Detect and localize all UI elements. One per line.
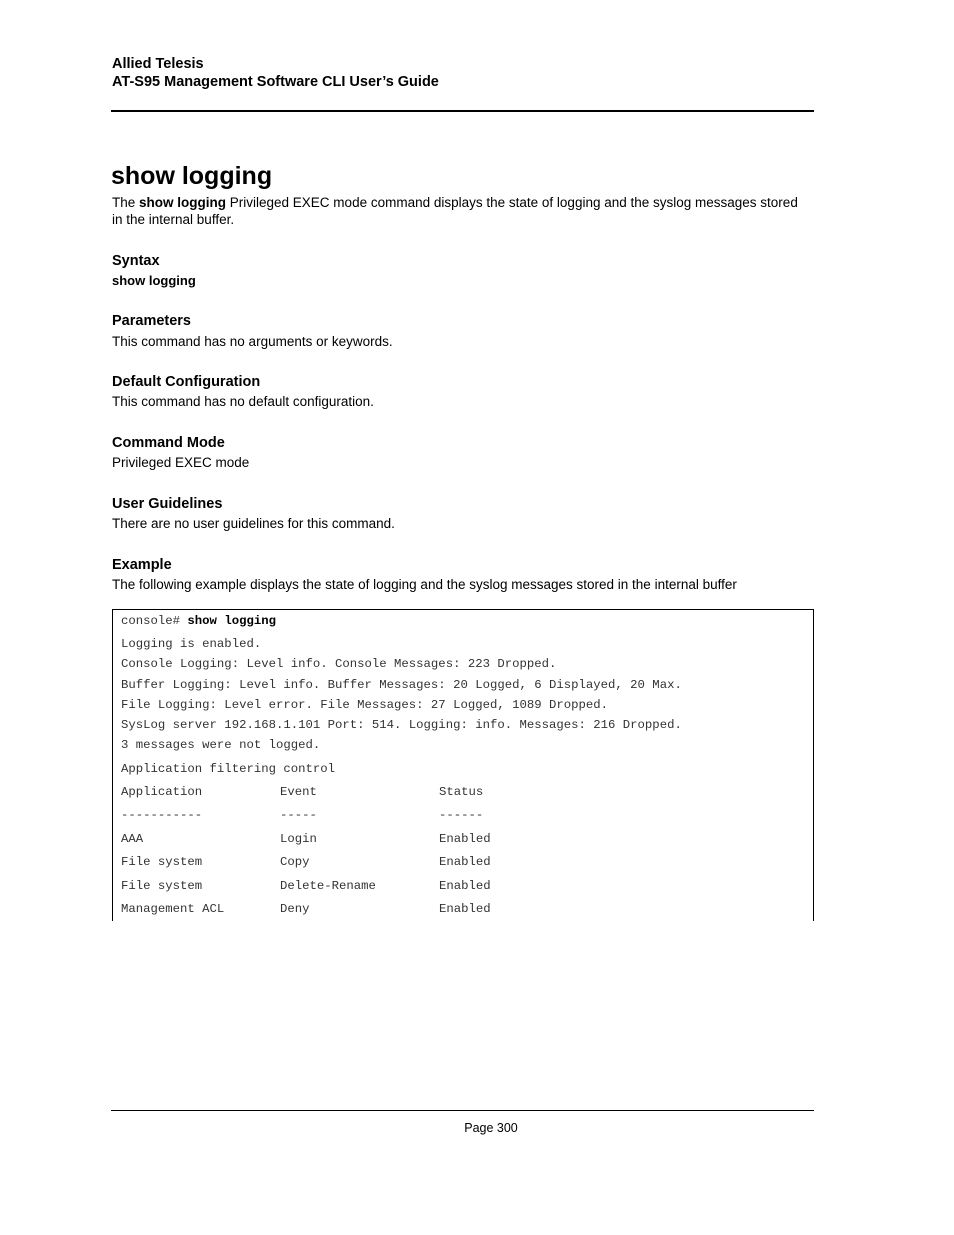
code-prompt: console# (121, 614, 188, 628)
table-cell: Deny (280, 902, 310, 916)
table-cell: File system (121, 855, 203, 869)
code-line: Logging is enabled. (121, 637, 262, 651)
table-cell: Login (280, 832, 317, 846)
table-header-status: Status (439, 785, 484, 799)
table-cell: Enabled (439, 855, 491, 869)
table-cell: AAA (121, 832, 144, 846)
code-line: 3 messages were not logged. (121, 738, 321, 752)
code-line: Buffer Logging: Level info. Buffer Messages: 20 Logged, 6 Displayed, 20 Max. (121, 678, 682, 692)
company-name: Allied Telesis (112, 56, 204, 72)
page-title: show logging (111, 162, 273, 190)
table-cell: Enabled (439, 832, 491, 846)
table-cell: Delete-Rename (280, 879, 376, 893)
header-divider (111, 110, 814, 112)
guide-title: AT-S95 Management Software CLI User’s Guide (112, 74, 439, 90)
table-header-event: Event (280, 785, 317, 799)
user-guidelines-heading: User Guidelines (112, 496, 223, 512)
code-line: SysLog server 192.168.1.101 Port: 514. Logging: info. Messages: 216 Dropped. (121, 718, 682, 732)
intro-paragraph (112, 194, 812, 228)
user-guidelines-body: There are no user guidelines for this command. (112, 516, 395, 531)
parameters-body: This command has no arguments or keywords. (112, 334, 393, 349)
table-cell: Enabled (439, 879, 491, 893)
table-cell: Enabled (439, 902, 491, 916)
table-header-application: Application (121, 785, 203, 799)
default-config-heading: Default Configuration (112, 374, 261, 390)
command-mode-heading: Command Mode (112, 435, 225, 451)
code-command: show logging (187, 614, 276, 628)
intro-post: Privileged EXEC mode command displays the state of logging and the syslog messages stored in the internal buffer. (112, 195, 798, 227)
syntax-body: show logging (112, 273, 196, 288)
example-heading: Example (112, 557, 172, 573)
footer-divider (111, 1110, 814, 1111)
table-separator: ----- (280, 808, 317, 822)
example-body: The following example displays the state of logging and the syslog messages stored in the internal buffer (112, 577, 737, 592)
intro-pre: The (112, 195, 140, 210)
table-cell: Copy (280, 855, 310, 869)
code-line: File Logging: Level error. File Messages: 27 Logged, 1089 Dropped. (121, 698, 609, 712)
code-command-line (121, 613, 276, 629)
table-cell: File system (121, 879, 203, 893)
page-header (112, 55, 439, 91)
syntax-heading: Syntax (112, 253, 160, 269)
table-separator: ------ (439, 808, 484, 822)
table-cell: Management ACL (121, 902, 225, 916)
page-number: Page 300 (464, 1121, 518, 1135)
filter-title: Application filtering control (121, 762, 336, 776)
code-line: Console Logging: Level info. Console Messages: 223 Dropped. (121, 657, 557, 671)
parameters-heading: Parameters (112, 313, 191, 329)
default-config-body: This command has no default configuration. (112, 394, 374, 409)
command-mode-body: Privileged EXEC mode (112, 455, 250, 470)
table-separator: ----------- (121, 808, 203, 822)
intro-command: show logging (139, 195, 227, 210)
